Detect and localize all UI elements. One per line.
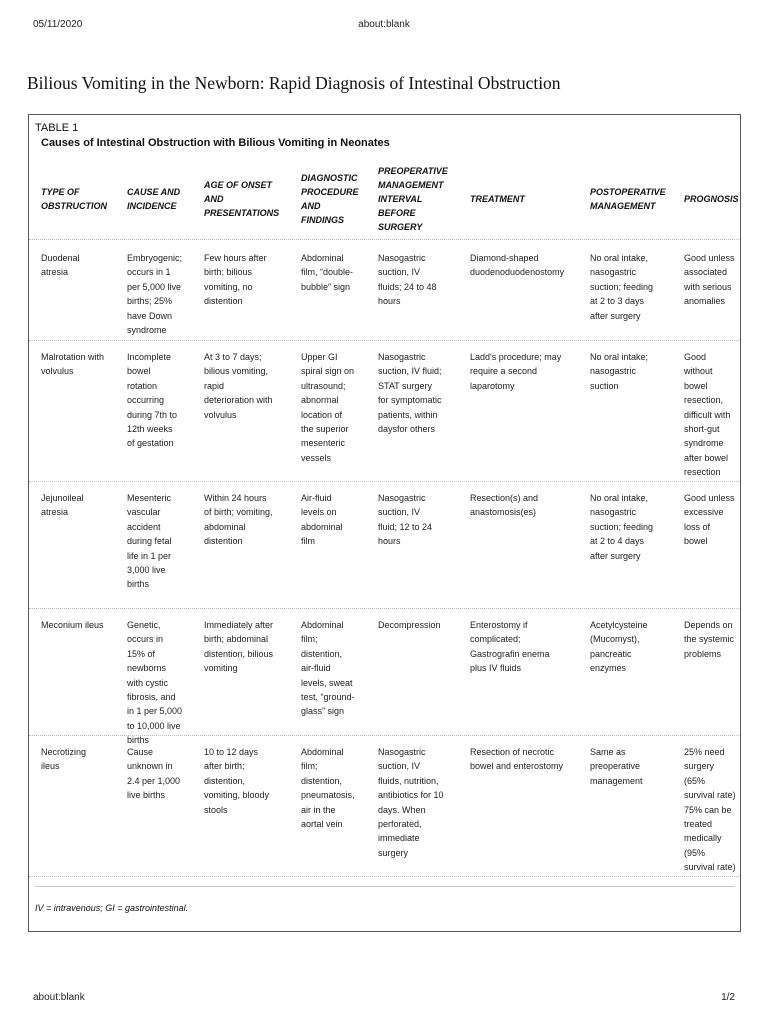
cell-line: Decompression	[378, 620, 441, 630]
cell-line: Duodenal	[41, 253, 80, 263]
cell-line: Good	[684, 352, 707, 362]
cell-line: births	[127, 579, 150, 590]
cell-line: suction; feeding	[590, 521, 654, 532]
cell-line: suction	[590, 380, 619, 391]
cell-line: glass” sign	[301, 706, 345, 717]
cell-line: suction, IV	[378, 761, 421, 772]
cell-line: occurring	[127, 395, 165, 406]
cell-line: Nasogastric	[378, 352, 426, 362]
cell-line: Incomplete	[127, 352, 172, 362]
cell-line: Embryogenic;	[127, 253, 183, 263]
header-line: MANAGEMENT	[378, 180, 444, 190]
cell-line: location of	[301, 409, 343, 420]
cell-line: Immediately after	[204, 620, 274, 630]
cell-line: medically	[684, 833, 722, 844]
cell-line: nasogastric	[590, 507, 637, 518]
column-header	[127, 159, 180, 239]
cell-line: bubble” sign	[301, 281, 351, 292]
header-line: DIAGNOSTIC	[301, 173, 358, 183]
table-cell	[470, 745, 563, 774]
cell-line: complicated;	[470, 634, 521, 645]
cell-line: film, “double-	[301, 267, 354, 278]
cell-line: occurs in	[127, 634, 164, 645]
cell-line: births	[127, 735, 150, 746]
header-line: PROGNOSIS	[684, 194, 739, 204]
cell-line: Abdominal	[301, 253, 344, 263]
cell-line: at 2 to 4 days	[590, 536, 645, 547]
cell-line: to 10,000 live	[127, 720, 181, 731]
cell-line: syndrome	[684, 438, 724, 449]
table-cell	[470, 491, 538, 520]
cell-line: bowel	[684, 536, 708, 547]
cell-line: live births	[127, 790, 166, 801]
cell-line: antibiotics for 10	[378, 790, 444, 801]
cell-line: Few hours after	[204, 253, 267, 263]
table-header-row	[29, 159, 741, 240]
cell-line: (65%	[684, 775, 706, 786]
table-cell	[378, 350, 442, 436]
cell-line: during 7th to	[127, 409, 178, 420]
cell-line: No oral intake,	[590, 493, 649, 503]
table-cell	[378, 745, 444, 860]
cell-line: levels, sweat	[301, 677, 353, 688]
table-cell	[378, 618, 441, 632]
table-cell	[301, 745, 355, 831]
cell-line: Nasogastric	[378, 747, 426, 757]
cell-line: survival rate)	[684, 790, 736, 801]
cell-line: abdominal	[204, 521, 246, 532]
cell-line: resection	[684, 467, 721, 478]
print-url-footer: about:blank	[33, 992, 85, 1003]
cell-line: pancreatic	[590, 648, 632, 659]
cell-line: Good unless	[684, 253, 735, 263]
cell-line: nasogastric	[590, 267, 637, 278]
cell-line: distention,	[301, 775, 343, 786]
cell-line: 10 to 12 days	[204, 747, 259, 757]
header-line: PREOPERATIVE	[378, 166, 448, 176]
table-cell	[204, 745, 269, 817]
table-cell	[470, 350, 561, 393]
cell-line: patients, within	[378, 409, 438, 420]
cell-line: of gestation	[127, 438, 174, 449]
header-line: INCIDENCE	[127, 201, 177, 211]
header-line: PRESENTATIONS	[204, 208, 280, 218]
cell-line: of birth; vomiting,	[204, 507, 273, 518]
table-cell	[590, 491, 653, 563]
cell-line: Jejunoileal	[41, 493, 84, 503]
cell-line: distention,	[204, 775, 246, 786]
cell-line: birth; abdominal	[204, 634, 269, 645]
cell-line: 2.4 per 1,000	[127, 775, 181, 786]
cell-line: vomiting	[204, 663, 238, 674]
cell-line: Ladd's procedure; may	[470, 352, 562, 362]
cell-line: volvulus	[204, 409, 237, 420]
document-title: Bilious Vomiting in the Newborn: Rapid Diagnosis of Intestinal Obstruction	[27, 73, 561, 93]
column-header	[378, 159, 448, 239]
table-cell	[127, 491, 172, 592]
table-cell	[590, 618, 648, 676]
cell-line: film	[301, 536, 315, 547]
cell-line: mesenteric	[301, 438, 346, 449]
cell-line: Cause	[127, 747, 154, 757]
table-cell	[127, 745, 180, 803]
header-line: PROCEDURE	[301, 187, 359, 197]
table-cell	[684, 745, 736, 875]
cell-line: anastomosis(es)	[470, 507, 537, 518]
cell-line: Same as	[590, 747, 626, 757]
cell-line: vomiting, bloody	[204, 790, 270, 801]
cell-line: in 1 per 5,000	[127, 706, 183, 717]
table-footer-divider	[35, 886, 735, 887]
table-cell	[204, 350, 273, 422]
header-line: TYPE OF	[41, 187, 80, 197]
cell-line: At 3 to 7 days;	[204, 352, 262, 362]
cell-line: suction, IV	[378, 267, 421, 278]
table-cell	[301, 350, 354, 465]
cell-line: births; 25%	[127, 296, 173, 307]
cell-line: duodenoduodenostomy	[470, 267, 565, 278]
header-line: POSTOPERATIVE	[590, 187, 666, 197]
cell-line: 25% need	[684, 747, 725, 757]
cell-line: ultrasound;	[301, 380, 346, 391]
table-cell	[41, 745, 86, 774]
cell-line: fluid; 12 to 24	[378, 521, 433, 532]
table-cell	[590, 745, 643, 788]
cell-line: per 5,000 live	[127, 281, 182, 292]
cell-line: suction, IV	[378, 507, 421, 518]
cell-line: resection,	[684, 395, 724, 406]
cell-line: nasogastric	[590, 366, 637, 377]
cell-line: Resection(s) and	[470, 493, 539, 503]
cell-line: No oral intake;	[590, 352, 649, 362]
cell-line: vascular	[127, 507, 161, 518]
cell-line: with cystic	[127, 677, 169, 688]
column-header	[301, 159, 359, 239]
cell-line: unknown in	[127, 761, 173, 772]
cell-line: volvulus	[41, 366, 74, 377]
cell-line: after birth;	[204, 761, 245, 772]
table-frame	[28, 114, 741, 932]
cell-line: at 2 to 3 days	[590, 296, 645, 307]
page-number: 1/2	[721, 992, 735, 1003]
cell-line: Depends on	[684, 620, 733, 630]
cell-line: Malrotation with	[41, 352, 105, 362]
cell-line: Gastrografin enema	[470, 648, 550, 659]
cell-line: birth; bilious	[204, 267, 253, 278]
cell-line: bowel and enterostomy	[470, 761, 564, 772]
table-cell	[204, 491, 273, 549]
column-header	[204, 159, 279, 239]
cell-line: accident	[127, 521, 161, 532]
cell-line: syndrome	[127, 325, 167, 336]
cell-line: rapid	[204, 380, 225, 391]
table-cell	[301, 491, 343, 549]
table-row	[29, 735, 741, 877]
header-line: BEFORE	[378, 208, 416, 218]
cell-line: management	[590, 775, 643, 786]
cell-line: treated	[684, 819, 713, 830]
cell-line: anomalies	[684, 296, 726, 307]
cell-line: hours	[378, 296, 401, 307]
cell-line: perforated,	[378, 819, 422, 830]
table-cell	[41, 251, 80, 280]
cell-line: suction; feeding	[590, 281, 654, 292]
cell-line: survival rate)	[684, 862, 736, 873]
cell-line: deterioration with	[204, 395, 273, 406]
cell-line: (Mucomyst),	[590, 634, 640, 645]
cell-line: bowel	[127, 366, 151, 377]
table-footnote: IV = intravenous; GI = gastrointestinal.	[35, 903, 189, 913]
cell-line: Mesenteric	[127, 493, 172, 503]
table-cell	[41, 350, 104, 379]
cell-line: hours	[378, 536, 401, 547]
print-date: 05/11/2020	[33, 19, 83, 30]
cell-line: without	[684, 366, 713, 377]
table-label: TABLE 1	[35, 122, 79, 134]
cell-line: atresia	[41, 507, 69, 518]
cell-line: occurs in 1	[127, 267, 171, 278]
header-line: OBSTRUCTION	[41, 201, 107, 211]
cell-line: enzymes	[590, 663, 627, 674]
cell-line: 15% of	[127, 648, 156, 659]
cell-line: distention	[204, 536, 243, 547]
cell-line: No oral intake,	[590, 253, 649, 263]
cell-line: Enterostomy if	[470, 620, 528, 630]
cell-line: aortal vein	[301, 819, 343, 830]
cell-line: Within 24 hours	[204, 493, 267, 503]
cell-line: distention	[204, 296, 243, 307]
cell-line: surgery	[684, 761, 715, 772]
table-cell	[470, 251, 564, 280]
table-cell	[127, 251, 182, 337]
table-cell	[470, 618, 550, 676]
cell-line: suction, IV fluid;	[378, 366, 442, 377]
cell-line: Resection of necrotic	[470, 747, 555, 757]
cell-line: 75% can be	[684, 804, 732, 815]
cell-line: air in the	[301, 804, 336, 815]
cell-line: for symptomatic	[378, 395, 442, 406]
cell-line: with serious	[684, 281, 732, 292]
table-cell	[684, 350, 730, 480]
cell-line: preoperative	[590, 761, 641, 772]
cell-line: test, “ground-	[301, 692, 355, 703]
column-header	[470, 159, 525, 239]
cell-line: spiral sign on	[301, 366, 355, 377]
header-line: AND	[301, 201, 321, 211]
cell-line: laparotomy	[470, 380, 515, 391]
cell-line: (95%	[684, 847, 706, 858]
cell-line: after bowel	[684, 452, 729, 463]
cell-line: Necrotizing	[41, 747, 87, 757]
cell-line: problems	[684, 648, 722, 659]
cell-line: air-fluid	[301, 663, 331, 674]
cell-line: distention, bilious	[204, 648, 274, 659]
table-cell	[127, 350, 177, 451]
table-cell	[301, 251, 353, 294]
column-header	[41, 159, 107, 239]
cell-line: newborns	[127, 663, 167, 674]
cell-line: days. When	[378, 804, 426, 815]
header-line: INTERVAL	[378, 194, 423, 204]
table-row	[29, 608, 741, 746]
cell-line: abdominal	[301, 521, 343, 532]
cell-line: plus IV fluids	[470, 663, 522, 674]
cell-line: rotation	[127, 380, 158, 391]
header-line: AGE OF ONSET	[204, 180, 273, 190]
cell-line: bowel	[684, 380, 708, 391]
header-line: TREATMENT	[470, 194, 525, 204]
cell-line: Abdominal	[301, 620, 344, 630]
cell-line: Upper GI	[301, 352, 338, 362]
cell-line: short-gut	[684, 424, 720, 435]
cell-line: STAT surgery	[378, 380, 433, 391]
cell-line: the superior	[301, 424, 349, 435]
cell-line: fibrosis, and	[127, 692, 176, 703]
table-cell	[301, 618, 355, 719]
column-header	[590, 159, 666, 239]
cell-line: Genetic,	[127, 620, 161, 630]
cell-line: 3,000 live	[127, 565, 166, 576]
header-line: SURGERY	[378, 222, 423, 232]
cell-line: Abdominal	[301, 747, 344, 757]
table-cell	[590, 251, 653, 323]
cell-line: immediate	[378, 833, 420, 844]
table-cell	[684, 618, 734, 661]
cell-line: life in 1 per	[127, 550, 172, 561]
cell-line: vomiting, no	[204, 281, 253, 292]
header-line: AND	[204, 194, 224, 204]
cell-line: associated	[684, 267, 728, 278]
cell-line: difficult with	[684, 409, 731, 420]
cell-line: Nasogastric	[378, 493, 426, 503]
cell-line: daysfor others	[378, 424, 436, 435]
cell-line: abnormal	[301, 395, 339, 406]
cell-line: film;	[301, 634, 318, 645]
cell-line: pneumatosis,	[301, 790, 355, 801]
table-cell	[204, 251, 267, 309]
table-body	[29, 115, 741, 932]
cell-line: ileus	[41, 761, 60, 772]
table-row	[29, 241, 741, 341]
table-cell	[41, 491, 84, 520]
cell-line: distention,	[301, 648, 343, 659]
table-cell	[684, 491, 735, 549]
cell-line: during fetal	[127, 536, 172, 547]
print-url-header: about:blank	[358, 19, 410, 30]
cell-line: 12th weeks	[127, 424, 173, 435]
cell-line: atresia	[41, 267, 69, 278]
cell-line: bilious vomiting,	[204, 366, 269, 377]
table-caption: Causes of Intestinal Obstruction with Bilious Vomiting in Neonates	[41, 137, 390, 149]
cell-line: the systemic	[684, 634, 735, 645]
table-cell	[378, 251, 437, 309]
table-cell	[41, 618, 104, 632]
table-cell	[684, 251, 735, 309]
cell-line: Acetylcysteine	[590, 620, 648, 630]
column-header	[684, 159, 739, 239]
cell-line: stools	[204, 804, 228, 815]
cell-line: Meconium ileus	[41, 620, 104, 630]
cell-line: Diamond-shaped	[470, 253, 539, 263]
cell-line: excessive	[684, 507, 724, 518]
cell-line: have Down	[127, 310, 173, 321]
header-line: FINDINGS	[301, 215, 345, 225]
table-cell	[590, 350, 648, 393]
cell-line: fluids; 24 to 48	[378, 281, 437, 292]
cell-line: fluids, nutrition,	[378, 775, 439, 786]
cell-line: loss of	[684, 521, 711, 532]
header-line: MANAGEMENT	[590, 201, 656, 211]
cell-line: require a second	[470, 366, 538, 377]
table-row	[29, 481, 741, 609]
cell-line: after surgery	[590, 550, 641, 561]
cell-line: after surgery	[590, 310, 641, 321]
table-cell	[378, 491, 432, 549]
cell-line: surgery	[378, 847, 409, 858]
cell-line: film;	[301, 761, 318, 772]
table-cell	[127, 618, 182, 748]
cell-line: vessels	[301, 452, 332, 463]
cell-line: Good unless	[684, 493, 735, 503]
header-line: CAUSE AND	[127, 187, 181, 197]
cell-line: levels on	[301, 507, 337, 518]
table-row	[29, 340, 741, 482]
cell-line: Nasogastric	[378, 253, 426, 263]
cell-line: Air-fluid	[301, 493, 332, 503]
table-cell	[204, 618, 273, 676]
